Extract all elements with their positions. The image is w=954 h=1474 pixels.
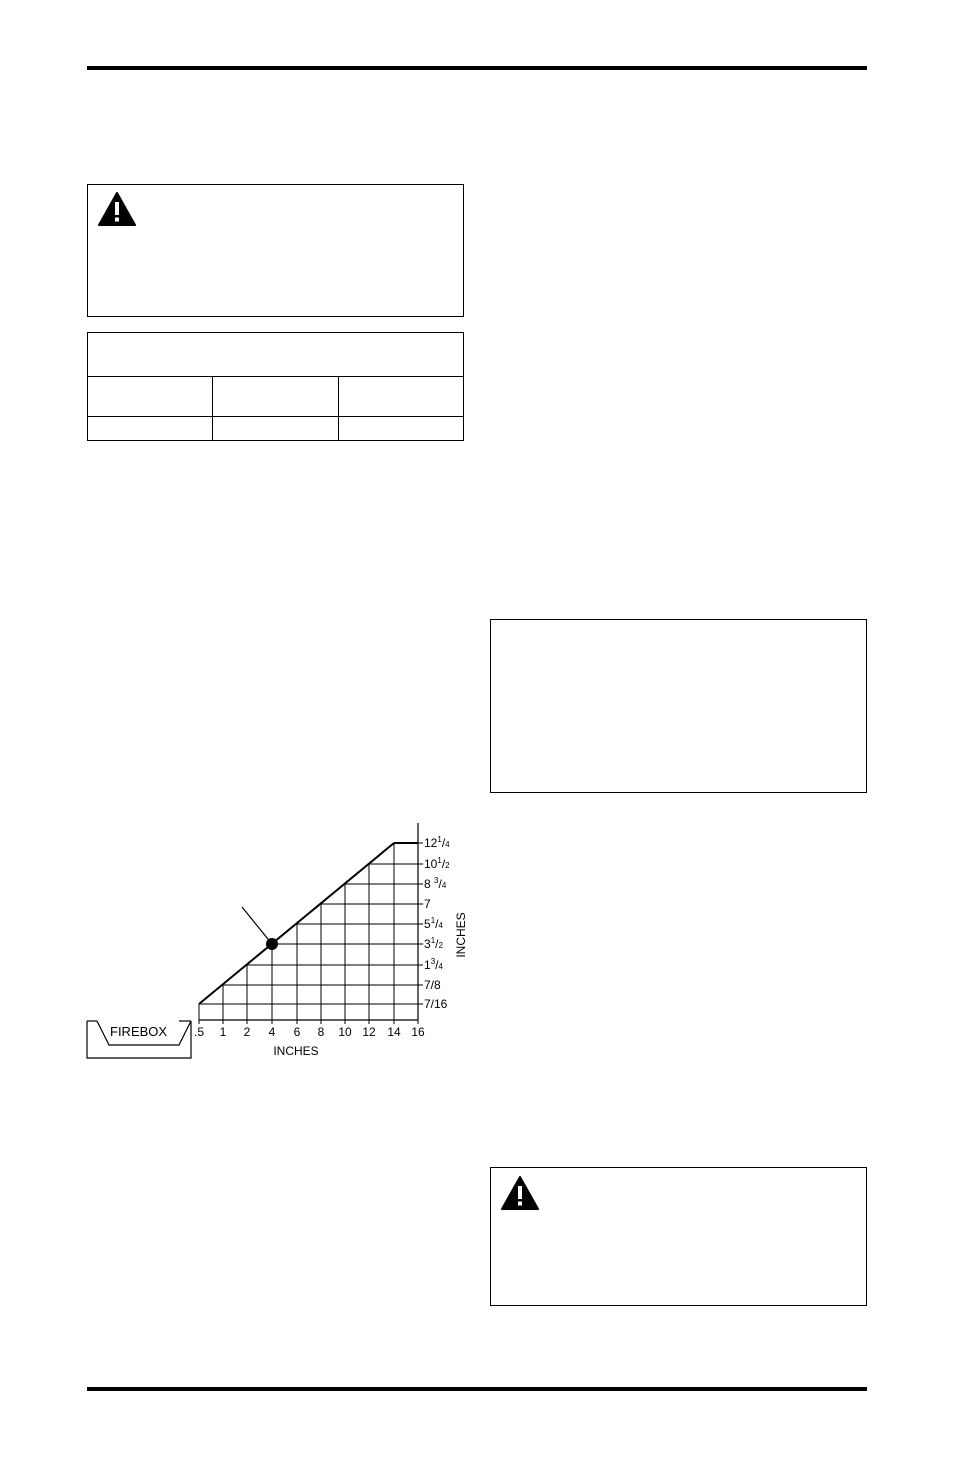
chart-grid <box>199 843 418 1020</box>
y-tick-label: $1^3/4$ <box>424 957 443 972</box>
y-tick-label: 7/16 <box>424 997 448 1011</box>
x-tick-label: 12 <box>362 1025 376 1039</box>
firebox-label: FIREBOX <box>110 1024 168 1039</box>
data-point-marker <box>266 938 278 950</box>
y-tick-label: 8 $^3$/4 <box>424 876 447 891</box>
x-axis-label: INCHES <box>273 1044 319 1058</box>
x-tick-label: 2 <box>243 1025 251 1039</box>
firebox-diagram <box>87 1021 191 1058</box>
y-tick-label: 7/8 <box>424 978 441 992</box>
y-tick-label: 7 <box>424 897 431 911</box>
x-tick-label: 10 <box>338 1025 352 1039</box>
x-tick-label: 8 <box>317 1025 325 1039</box>
x-tick-label: 4 <box>268 1025 276 1039</box>
y-axis-label: INCHES <box>454 912 468 958</box>
footer-rule <box>87 1387 867 1391</box>
x-tick-label: 1 <box>219 1025 227 1039</box>
chart-axes <box>194 823 450 1039</box>
y-tick-label: $12^1/4$ <box>424 835 450 850</box>
x-tick-label: .5 <box>193 1025 205 1039</box>
x-tick-label: 14 <box>387 1025 401 1039</box>
marker-leader-line <box>242 907 272 944</box>
y-tick-label: $5^1/4$ <box>424 916 443 931</box>
y-tick-label: $3^1/2$ <box>424 936 443 951</box>
x-tick-label: 6 <box>293 1025 301 1039</box>
y-tick-label: $10^1/2$ <box>424 856 450 871</box>
x-tick-label: 16 <box>411 1025 425 1039</box>
